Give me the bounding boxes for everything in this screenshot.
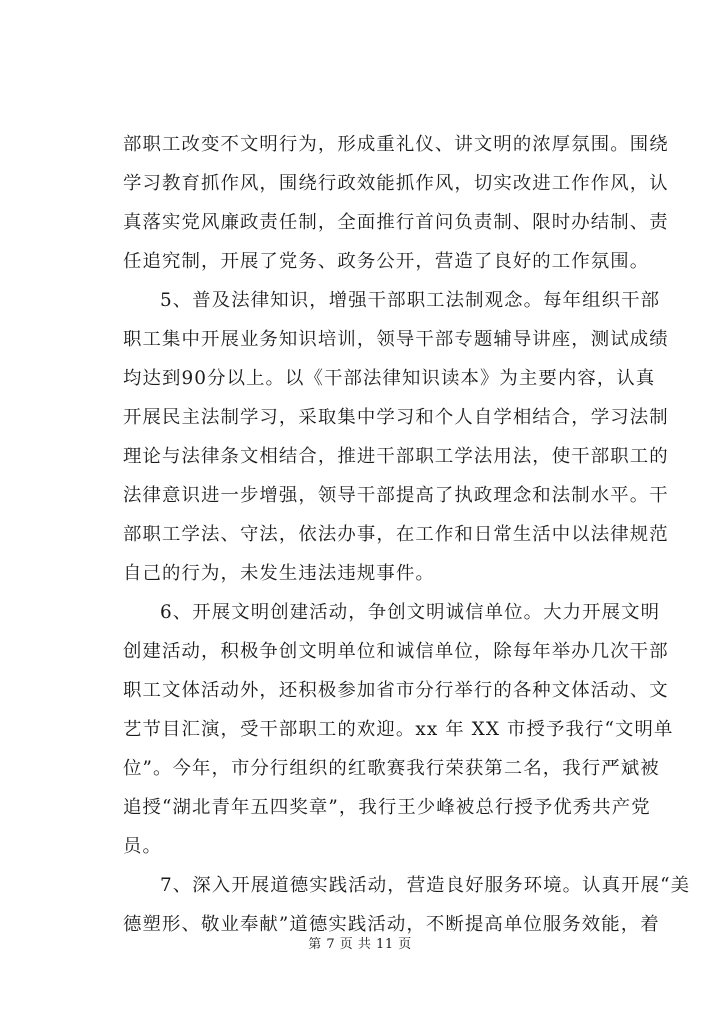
body-text-line: 员。	[123, 836, 162, 857]
body-text-line: 创建活动，积极争创文明单位和诚信单位，除每年举办几次干部	[123, 641, 669, 662]
body-text-line: 部职工改变不文明行为，形成重礼仪、讲文明的浓厚氛围。围绕	[123, 134, 669, 155]
body-text-line: 德塑形、敬业奉献”道德实践活动，不断提高单位服务效能，着	[123, 914, 660, 935]
paragraph-7-heading-line: 7、深入开展道德实践活动，营造良好服务环境。认真开展“美	[160, 875, 691, 896]
body-text-line: 职工集中开展业务知识培训，领导干部专题辅导讲座，测试成绩	[123, 329, 669, 350]
page-number-footer: 第 7 页 共 11 页	[308, 937, 412, 952]
body-text-line: 追授“湖北青年五四奖章”，我行王少峰被总行授予优秀共产党	[123, 797, 651, 818]
body-text-line: 学习教育抓作风，围绕行政效能抓作风，切实改进工作作风，认	[123, 173, 669, 194]
body-text-line: 自己的行为，未发生违法违规事件。	[123, 563, 435, 584]
body-text-line: 真落实党风廉政责任制，全面推行首问负责制、限时办结制、责	[123, 212, 669, 233]
body-text-line: 职工文体活动外，还积极参加省市分行举行的各种文体活动、文	[123, 680, 669, 701]
body-text-line: 位”。今年，市分行组织的红歌赛我行荣获第二名，我行严斌被	[123, 758, 660, 779]
body-text-line: 任追究制，开展了党务、政务公开，营造了良好的工作氛围。	[123, 251, 650, 272]
body-text-line: 理论与法律条文相结合，推进干部职工学法用法，使干部职工的	[123, 446, 669, 467]
body-text-line: 法律意识进一步增强，领导干部提高了执政理念和法制水平。干	[123, 485, 669, 506]
body-text-line: 开展民主法制学习，采取集中学习和个人自学相结合，学习法制	[123, 407, 669, 428]
body-text-line: 均达到90分以上。以《干部法律知识读本》为主要内容，认真	[123, 368, 656, 389]
body-text-line: 艺节目汇演，受干部职工的欢迎。xx 年 XX 市授予我行“文明单	[123, 719, 674, 740]
paragraph-5-heading-line: 5、普及法律知识，增强干部职工法制观念。每年组织干部	[160, 290, 661, 311]
paragraph-6-heading-line: 6、开展文明创建活动，争创文明诚信单位。大力开展文明	[160, 602, 661, 623]
body-text-line: 部职工学法、守法，依法办事，在工作和日常生活中以法律规范	[123, 524, 669, 545]
